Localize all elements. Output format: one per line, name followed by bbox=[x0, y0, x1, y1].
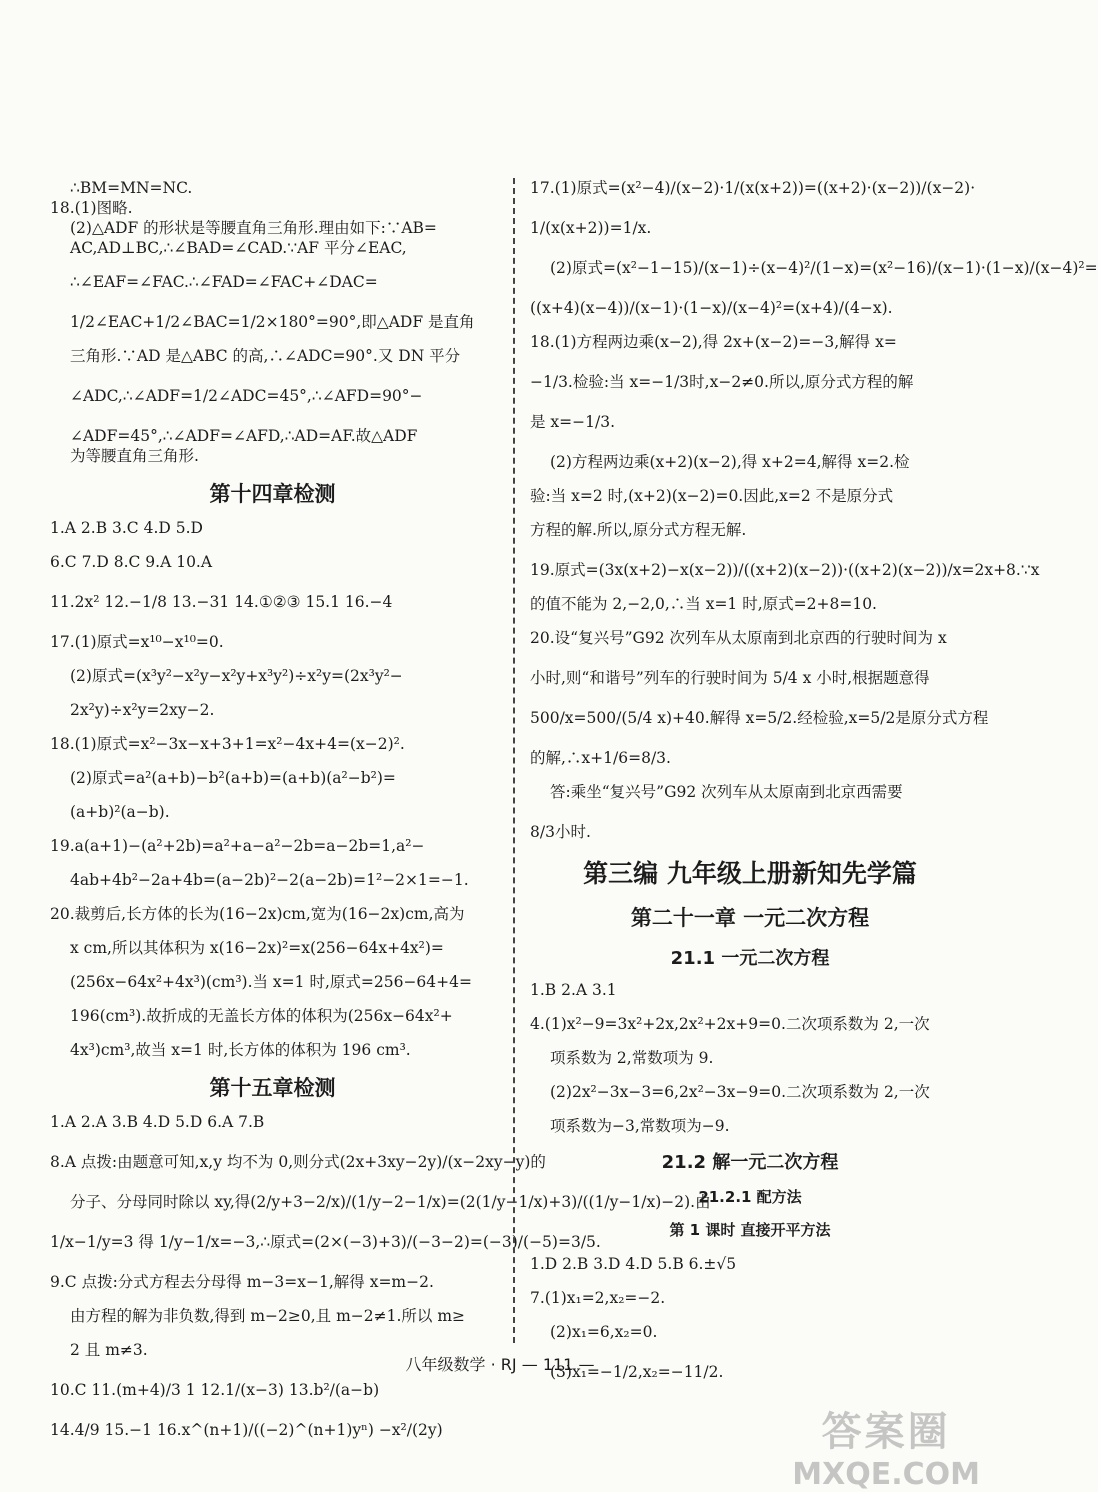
answer-line: 验:当 x=2 时,(x+2)(x−2)=0.因此,x=2 不是原分式 bbox=[530, 487, 894, 505]
answer-line: 18.(1)方程两边乘(x−2),得 2x+(x−2)=−3,解得 x= bbox=[530, 333, 897, 351]
column-divider bbox=[513, 178, 515, 1343]
answer-line: 小时,则“和谐号”列车的行驶时间为 5/4 x 小时,根据题意得 bbox=[530, 669, 930, 687]
answer-line: 17.(1)原式=(x²−4)/(x−2)·1/(x(x+2))=((x+2)·(x−2))/(x−2)· bbox=[530, 179, 976, 197]
answer-line: 是 x=−1/3. bbox=[530, 413, 616, 431]
section-heading: 第二十一章 一元二次方程 bbox=[630, 906, 870, 930]
answer-line: 4x³)cm³,故当 x=1 时,长方体的体积为 196 cm³. bbox=[70, 1041, 411, 1059]
answer-line: 的值不能为 2,−2,0,∴当 x=1 时,原式=2+8=10. bbox=[530, 595, 877, 613]
answer-line: 1.A 2.A 3.B 4.D 5.D 6.A 7.B bbox=[50, 1113, 265, 1131]
answer-line: 方程的解.所以,原分式方程无解. bbox=[530, 521, 747, 539]
answer-line: 1/(x(x+2))=1/x. bbox=[530, 219, 652, 237]
answer-line: (2)原式=(x²−1−15)/(x−1)÷(x−4)²/(1−x)=(x²−16)/(x−1)·(1−x)/(x−4)²= bbox=[550, 259, 1098, 277]
answer-line: −1/3.检验:当 x=−1/3时,x−2≠0.所以,原分式方程的解 bbox=[530, 373, 914, 391]
answer-line: 三角形.∵AD 是△ABC 的高,∴∠ADC=90°.又 DN 平分 bbox=[70, 347, 461, 365]
answer-line: 6.C 7.D 8.C 9.A 10.A bbox=[50, 553, 213, 571]
answer-line: 1.A 2.B 3.C 4.D 5.D bbox=[50, 519, 203, 537]
answer-line: (2)△ADF 的形状是等腰直角三角形.理由如下:∵AB= bbox=[70, 219, 437, 237]
answer-line: (2)x₁=6,x₂=0. bbox=[550, 1323, 658, 1341]
right-column bbox=[530, 178, 1098, 1382]
answer-line: 18.(1)原式=x²−3x−x+3+1=x²−4x+4=(x−2)². bbox=[50, 735, 405, 753]
section-heading: 第十五章检测 bbox=[209, 1076, 336, 1100]
section-heading: 21.1 一元二次方程 bbox=[670, 948, 830, 969]
answer-line: ((x+4)(x−4))/(x−1)·(1−x)/(x−4)²=(x+4)/(4−x). bbox=[530, 299, 893, 317]
section-heading: 第三编 九年级上册新知先学篇 bbox=[583, 859, 917, 888]
answer-line: (3)x₁=−1/2,x₂=−11/2. bbox=[550, 1363, 724, 1381]
answer-line: 分子、分母同时除以 xy,得(2/y+3−2/x)/(1/y−2−1/x)=(2(1/y−1/x)+3)/((1/y−1/x)−2).由 bbox=[70, 1193, 711, 1211]
answer-line: 18.(1)图略. bbox=[50, 199, 133, 217]
answer-line: 1.D 2.B 3.D 4.D 5.B 6.±√5 bbox=[530, 1255, 737, 1273]
answer-line: 17.(1)原式=x¹⁰−x¹⁰=0. bbox=[50, 633, 224, 651]
answer-line: AC,AD⊥BC,∴∠BAD=∠CAD.∵AF 平分∠EAC, bbox=[70, 239, 407, 257]
section-heading: 第十四章检测 bbox=[209, 482, 336, 506]
answer-line: x cm,所以其体积为 x(16−2x)²=x(256−64x+4x²)= bbox=[70, 939, 444, 957]
answer-line: ∴BM=MN=NC. bbox=[70, 179, 193, 197]
answer-line: (a+b)²(a−b). bbox=[70, 803, 170, 821]
answer-line: 由方程的解为非负数,得到 m−2≥0,且 m−2≠1.所以 m≥ bbox=[70, 1307, 466, 1325]
answer-line: ∴∠EAF=∠FAC.∴∠FAD=∠FAC+∠DAC= bbox=[70, 273, 378, 291]
page-footer: 八年级数学 · RJ — 111 — bbox=[405, 1355, 595, 1374]
answer-line: 20.设“复兴号”G92 次列车从太原南到北京西的行驶时间为 x bbox=[530, 629, 947, 647]
answer-line: 2 且 m≠3. bbox=[70, 1341, 148, 1359]
answer-line: ∠ADC,∴∠ADF=1/2∠ADC=45°,∴∠AFD=90°− bbox=[70, 387, 423, 405]
answer-line: 8.A 点拨:由题意可知,x,y 均不为 0,则分式(2x+3xy−2y)/(x−2xy−y)的 bbox=[50, 1153, 546, 1171]
answer-line: 1/2∠EAC+1/2∠BAC=1/2×180°=90°,即△ADF 是直角 bbox=[70, 313, 475, 331]
answer-line: 8/3小时. bbox=[530, 823, 591, 841]
answer-line: 1.B 2.A 3.1 bbox=[530, 981, 617, 999]
answer-line: 9.C 点拨:分式方程去分母得 m−3=x−1,解得 x=m−2. bbox=[50, 1273, 434, 1291]
answer-line: 1/x−1/y=3 得 1/y−1/x=−3,∴原式=(2×(−3)+3)/(−3−2)=(−3)/(−5)=3/5. bbox=[50, 1233, 601, 1251]
watermark-logo: 答案圈 MXQE.COM bbox=[792, 1409, 980, 1492]
answer-line: 14.4/9 15.−1 16.x^(n+1)/((−2)^(n+1)yⁿ) −x²/(2y) bbox=[50, 1421, 443, 1439]
answer-line: 4.(1)x²−9=3x²+2x,2x²+2x+9=0.二次项系数为 2,一次 bbox=[530, 1015, 930, 1033]
answer-line: 11.2x² 12.−1/8 13.−31 14.①②③ 15.1 16.−4 bbox=[50, 593, 393, 611]
answer-line: 项系数为−3,常数项为−9. bbox=[550, 1117, 730, 1135]
section-heading: 21.2.1 配方法 bbox=[698, 1188, 802, 1206]
answer-line: 为等腰直角三角形. bbox=[70, 447, 199, 465]
answer-line: ∠ADF=45°,∴∠ADF=∠AFD,∴AD=AF.故△ADF bbox=[70, 427, 418, 445]
answer-line: 500/x=500/(5/4 x)+40.解得 x=5/2.经检验,x=5/2是原分式方程 bbox=[530, 709, 989, 727]
section-heading: 21.2 解一元二次方程 bbox=[661, 1152, 839, 1173]
answer-line: 的解,∴x+1/6=8/3. bbox=[530, 749, 671, 767]
answer-line: 7.(1)x₁=2,x₂=−2. bbox=[530, 1289, 666, 1307]
answer-line: (2)2x²−3x−3=6,2x²−3x−9=0.二次项系数为 2,一次 bbox=[550, 1083, 930, 1101]
answer-line: (2)原式=(x³y²−x²y−x²y+x³y²)÷x²y=(2x³y²− bbox=[70, 667, 403, 685]
answer-line: 20.裁剪后,长方体的长为(16−2x)cm,宽为(16−2x)cm,高为 bbox=[50, 905, 465, 923]
answer-line: 项系数为 2,常数项为 9. bbox=[550, 1049, 714, 1067]
answer-line: 19.原式=(3x(x+2)−x(x−2))/((x+2)(x−2))·((x+2)(x−2))/x=2x+8.∵x bbox=[530, 561, 1040, 579]
answer-line: 196(cm³).故折成的无盖长方体的体积为(256x−64x²+ bbox=[70, 1007, 453, 1025]
answer-line: (256x−64x²+4x³)(cm³).当 x=1 时,原式=256−64+4= bbox=[70, 973, 472, 991]
answer-line: 19.a(a+1)−(a²+2b)=a²+a−a²−2b=a−2b=1,a²− bbox=[50, 837, 425, 855]
answer-line: (2)原式=a²(a+b)−b²(a+b)=(a+b)(a²−b²)= bbox=[70, 769, 396, 787]
section-heading: 第 1 课时 直接开平方法 bbox=[669, 1221, 831, 1239]
answer-line: 2x²y)÷x²y=2xy−2. bbox=[70, 701, 215, 719]
answer-line: 答:乘坐“复兴号”G92 次列车从太原南到北京西需要 bbox=[550, 783, 903, 801]
answer-line: 4ab+4b²−2a+4b=(a−2b)²−2(a−2b)=1²−2×1=−1. bbox=[70, 871, 469, 889]
answer-line: 10.C 11.(m+4)/3 1 12.1/(x−3) 13.b²/(a−b) bbox=[50, 1381, 380, 1399]
answer-line: (2)方程两边乘(x+2)(x−2),得 x+2=4,解得 x=2.检 bbox=[550, 453, 910, 471]
